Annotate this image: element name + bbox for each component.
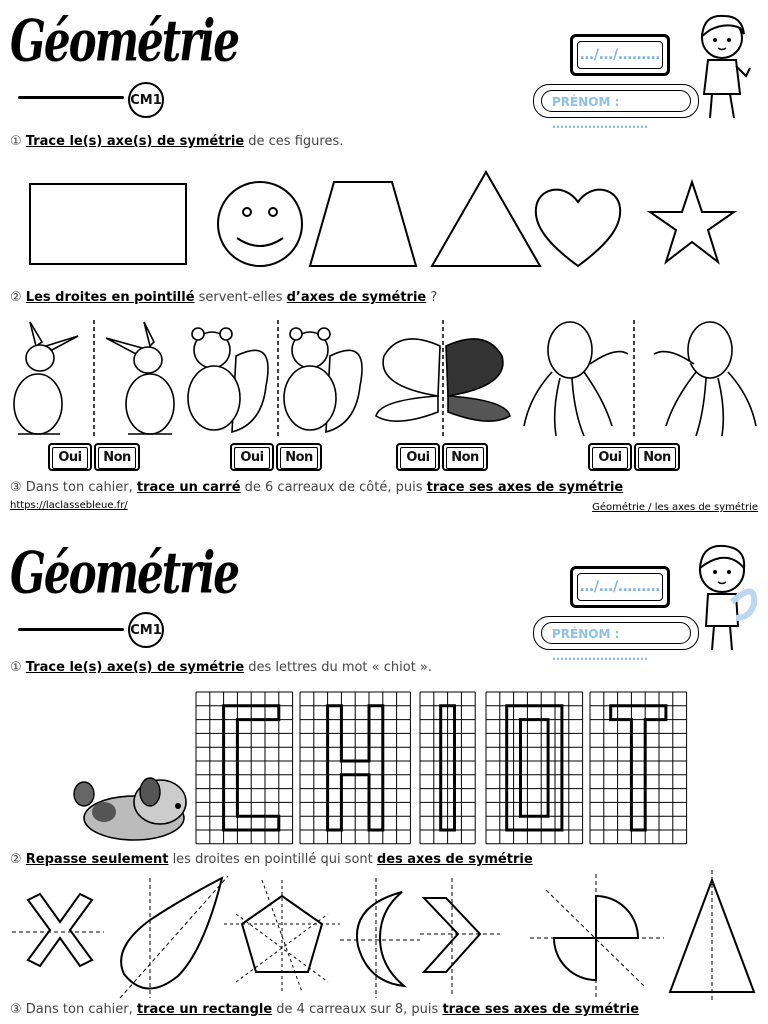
oui-button-1[interactable]	[48, 443, 92, 471]
date-box	[570, 34, 670, 76]
oui-label: Oui	[592, 447, 628, 469]
non-button-3[interactable]	[442, 443, 488, 471]
date-field[interactable]: …/…/………	[577, 573, 663, 601]
q2-number: ②	[10, 852, 22, 867]
q1-instruction: Trace le(s) axe(s) de symétrie	[25, 134, 245, 149]
q2-bold-1: Repasse seulement	[25, 852, 169, 867]
sheet1-question-1	[10, 134, 343, 149]
chevron-shape	[420, 878, 500, 994]
sheet2-question-1	[10, 660, 432, 675]
q3-pre: Dans ton cahier,	[21, 480, 137, 495]
letter-i-grid	[420, 692, 475, 844]
name-field[interactable]: PRÉNOM : ……………………	[541, 90, 691, 112]
q3-mid: de 6 carreaux de côté, puis	[240, 480, 427, 495]
level-badge: CM1	[128, 612, 164, 648]
boy-illustration-2	[690, 540, 760, 654]
q3-number: ③	[10, 1002, 22, 1017]
title-underline	[18, 628, 124, 631]
non-label: Non	[638, 447, 676, 469]
symmetry-figures-row	[0, 870, 768, 1000]
non-button-2[interactable]	[276, 443, 322, 471]
q3-mid: de 4 carreaux sur 8, puis	[272, 1002, 443, 1017]
smiley-shape	[218, 182, 302, 266]
non-label: Non	[280, 447, 318, 469]
oui-label: Oui	[400, 447, 436, 469]
letter-t-grid	[590, 692, 687, 844]
q3-bold-2: trace ses axes de symétrie	[442, 1002, 640, 1017]
letter-c-grid	[196, 692, 293, 844]
isosceles-triangle-shape	[670, 870, 754, 1000]
letter-h-grid	[300, 692, 410, 844]
triangle-shape	[432, 172, 540, 266]
name-tag	[533, 616, 699, 663]
sheet1-question-2	[10, 290, 437, 305]
oui-button-4[interactable]	[588, 443, 632, 471]
girl-illustration-1	[690, 10, 760, 122]
sheet2-title: Géométrie	[10, 540, 238, 607]
q2-end: ?	[426, 290, 438, 305]
crescent-shape	[340, 878, 420, 998]
oui-button-2[interactable]	[230, 443, 274, 471]
animals-row	[0, 316, 768, 442]
non-button-4[interactable]	[634, 443, 680, 471]
non-button-1[interactable]	[94, 443, 140, 471]
q3-bold-1: trace un carré	[136, 480, 241, 495]
pentagon-shape	[224, 880, 340, 992]
q2-mid: servent-elles	[194, 290, 287, 305]
rabbit-icon	[106, 322, 174, 434]
rectangle-shape	[30, 184, 186, 264]
sheet2-question-2	[10, 852, 533, 867]
name-tag	[533, 84, 699, 131]
q2-number: ②	[10, 290, 22, 305]
oui-button-3[interactable]	[396, 443, 440, 471]
trapezoid-shape	[310, 182, 416, 266]
drop-shape	[120, 876, 228, 998]
q2-bold-2: d’axes de symétrie	[286, 290, 427, 305]
date-box	[570, 566, 670, 608]
x-shape	[12, 894, 104, 966]
q1-rest: de ces figures.	[244, 134, 344, 149]
footer-label: Géométrie / les axes de symétrie	[592, 502, 758, 513]
q3-pre: Dans ton cahier,	[21, 1002, 137, 1017]
sheet1-title: Géométrie	[10, 8, 238, 75]
non-label: Non	[446, 447, 484, 469]
rabbit-icon	[14, 322, 78, 434]
letter-o-grid	[486, 692, 583, 844]
q2-mid: les droites en pointillé qui sont	[168, 852, 377, 867]
q1-rest: des lettres du mot « chiot ».	[244, 660, 433, 675]
oui-label: Oui	[234, 447, 270, 469]
octopus-icon	[654, 322, 756, 436]
octopus-icon	[524, 322, 628, 436]
q3-number: ③	[10, 480, 22, 495]
non-label: Non	[98, 447, 136, 469]
shapes-row	[0, 160, 768, 280]
sheet2-question-3	[10, 1002, 639, 1017]
source-link[interactable]: https://laclassebleue.fr/	[10, 500, 128, 511]
sheet1-question-3	[10, 480, 623, 495]
q3-bold-2: trace ses axes de symétrie	[426, 480, 624, 495]
date-field[interactable]: …/…/………	[577, 41, 663, 69]
letter-grids	[0, 690, 768, 850]
squirrel-icon	[188, 328, 268, 432]
star-shape	[650, 182, 734, 262]
title-underline	[18, 96, 124, 99]
q2-bold-2: des axes de symétrie	[376, 852, 533, 867]
heart-shape	[536, 190, 620, 266]
q1-number: ①	[10, 660, 22, 675]
q1-number: ①	[10, 134, 22, 149]
q2-bold-1: Les droites en pointillé	[25, 290, 195, 305]
q3-bold-1: trace un rectangle	[136, 1002, 273, 1017]
squirrel-icon	[284, 328, 362, 432]
q1-instruction: Trace le(s) axe(s) de symétrie	[25, 660, 245, 675]
oui-label: Oui	[52, 447, 88, 469]
name-field[interactable]: PRÉNOM : ……………………	[541, 622, 691, 644]
level-badge: CM1	[128, 82, 164, 118]
quarter-circle-shape	[530, 874, 664, 998]
